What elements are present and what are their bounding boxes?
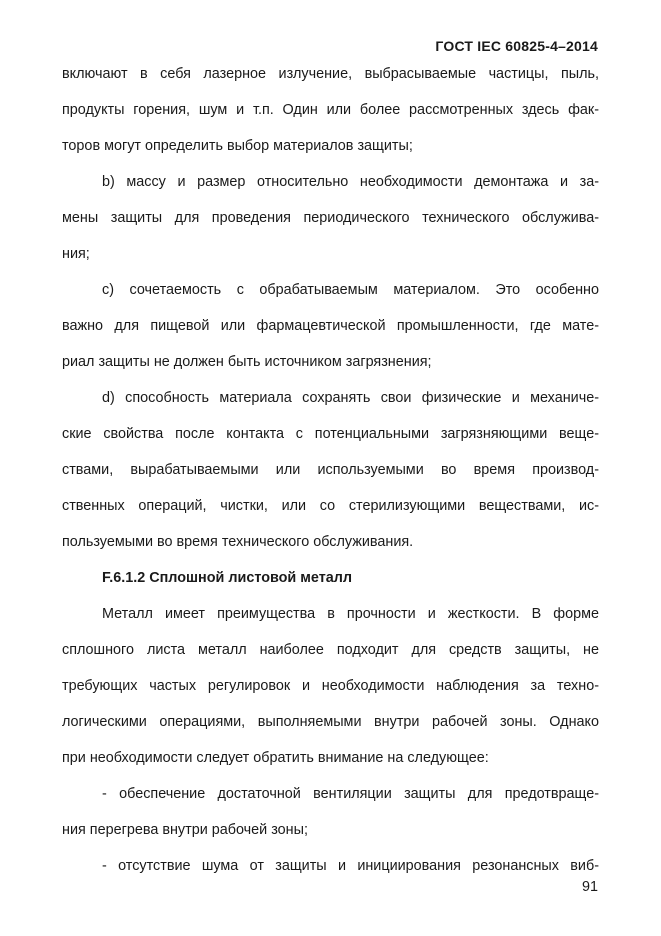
text-line: ские свойства после контакта с потенциальными загрязняющими веще- bbox=[62, 426, 599, 442]
text-line: ственных операций, чистки, или со стерилизующими веществами, ис- bbox=[62, 498, 599, 514]
text-line: требующих частых регулировок и необходимости наблюдения за техно- bbox=[62, 678, 599, 694]
text-line: ния перегрева внутри рабочей зоны; bbox=[62, 822, 308, 838]
text-line: мены защиты для проведения периодического технического обслужива- bbox=[62, 210, 599, 226]
text-line: торов могут определить выбор материалов защиты; bbox=[62, 138, 413, 154]
text-line: Металл имеет преимущества в прочности и жесткости. В форме bbox=[102, 606, 599, 622]
page-number: 91 bbox=[581, 879, 598, 895]
text-line: сплошного листа металл наиболее подходит для средств защиты, не bbox=[62, 642, 599, 658]
text-line: пользуемыми во время технического обслуживания. bbox=[62, 534, 414, 550]
text-line: риал защиты не должен быть источником загрязнения; bbox=[62, 354, 432, 370]
text-line: продукты горения, шум и т.п. Один или более рассмотренных здесь фак- bbox=[62, 102, 599, 118]
text-line: ния; bbox=[62, 246, 90, 262]
text-line: включают в себя лазерное излучение, выбрасываемые частицы, пыль, bbox=[62, 66, 599, 82]
bullet-item: - отсутствие шума от защиты и инициирования резонансных виб- bbox=[102, 858, 599, 874]
document-body bbox=[62, 62, 599, 890]
text-line: важно для пищевой или фармацевтической промышленности, где мате- bbox=[62, 318, 599, 334]
list-item-b: b) массу и размер относительно необходимости демонтажа и за- bbox=[102, 174, 599, 190]
list-item-c: c) сочетаемость с обрабатываемым материалом. Это особенно bbox=[102, 282, 599, 298]
text-line: при необходимости следует обратить внимание на следующее: bbox=[62, 750, 489, 766]
bullet-item: - обеспечение достаточной вентиляции защиты для предотвраще- bbox=[102, 786, 599, 802]
section-heading: F.6.1.2 Сплошной листовой металл bbox=[102, 570, 353, 586]
list-item-d: d) способность материала сохранять свои физические и механиче- bbox=[102, 390, 599, 406]
text-line: ствами, вырабатываемыми или используемыми во время производ- bbox=[62, 462, 599, 478]
text-line: логическими операциями, выполняемыми внутри рабочей зоны. Однако bbox=[62, 714, 599, 730]
document-standard-header: ГОСТ IEC 60825-4–2014 bbox=[435, 38, 598, 54]
